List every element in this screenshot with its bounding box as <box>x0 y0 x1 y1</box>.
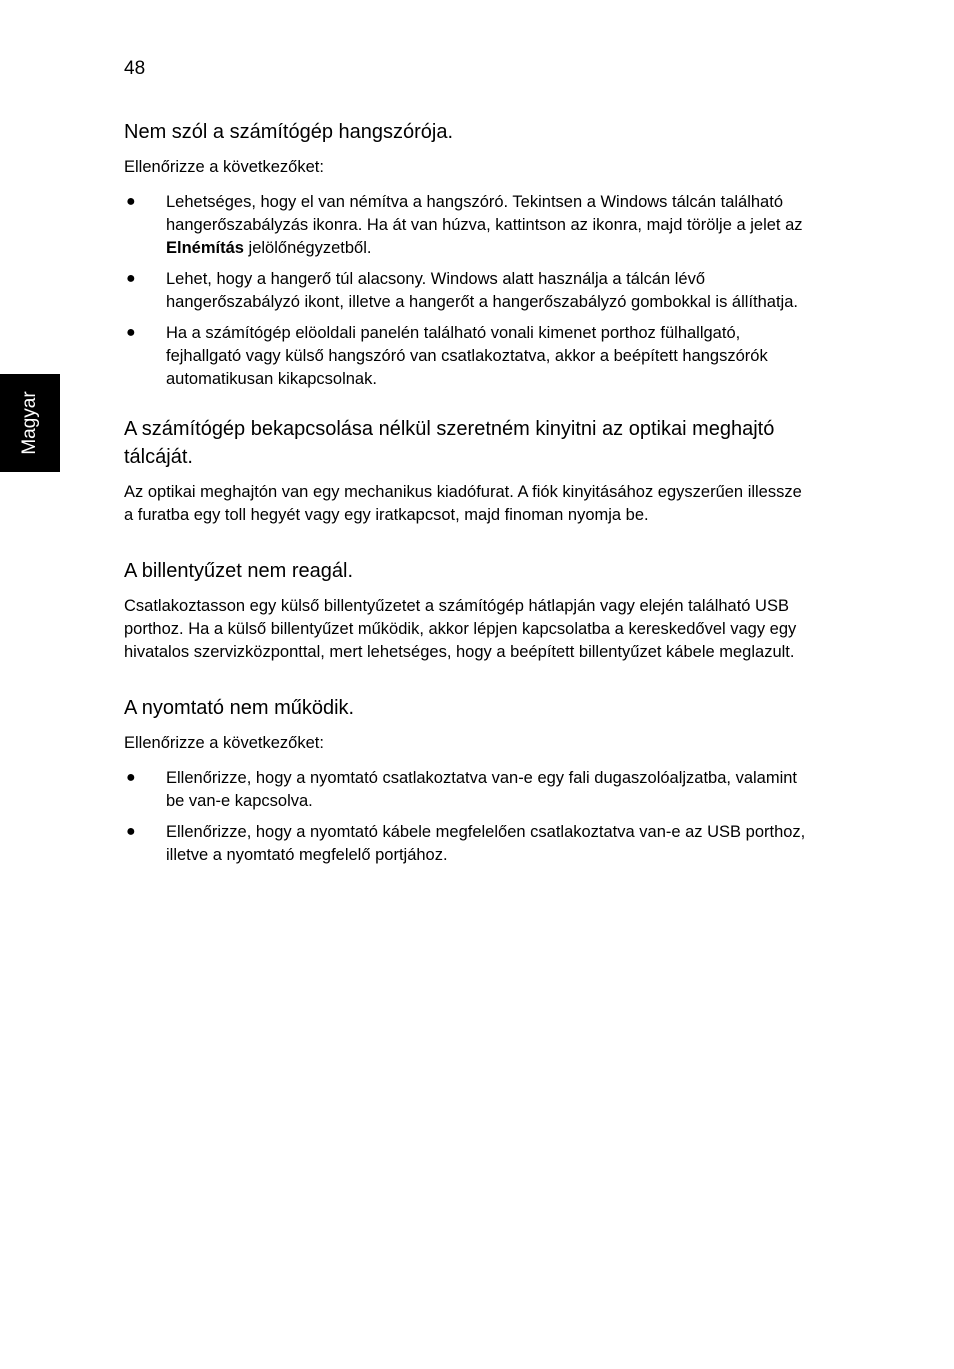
bold-term: Elnémítás <box>166 239 244 257</box>
list-item-text: Ha a számítógép elöoldali panelén található vonali kimenet porthoz fülhallgató, fejhallgató vagy külső hangszóró van csatlakoztatva, akkor a beépített hangszórók automatikusan kikapcsolnak. <box>166 324 768 388</box>
section-intro: Ellenőrizze a következőket: <box>124 734 324 752</box>
section-optical-drive <box>124 415 814 527</box>
page-number: 48 <box>124 58 146 79</box>
section-heading: A számítógép bekapcsolása nélkül szeretném kinyitni az optikai meghajtó tálcáját. <box>124 418 775 468</box>
list-item <box>124 767 814 813</box>
section-heading: A billentyűzet nem reagál. <box>124 560 354 582</box>
section-printer <box>124 694 814 867</box>
list-item <box>124 191 814 260</box>
bullet-icon: ● <box>126 324 136 341</box>
list-item-text: Ellenőrizze, hogy a nyomtató kábele megfelelően csatlakoztatva van-e az USB porthoz, illetve a nyomtató megfelelő portjához. <box>166 823 806 864</box>
language-tab-label: Magyar <box>19 391 40 455</box>
section-heading: A nyomtató nem működik. <box>124 697 355 719</box>
section-speaker <box>124 118 814 391</box>
bullet-list <box>124 191 814 391</box>
list-item-text: Lehetséges, hogy el van némítva a hangszóró. Tekintsen a Windows tálcán található hangerőszabályzás ikonra. Ha át van húzva, kattintson az ikonra, majd törölje a jelet az <box>166 193 803 234</box>
page-content <box>124 118 814 875</box>
section-heading: Nem szól a számítógép hangszórója. <box>124 121 454 143</box>
section-intro: Ellenőrizze a következőket: <box>124 158 324 176</box>
bullet-icon: ● <box>126 769 136 786</box>
list-item-text: Lehet, hogy a hangerő túl alacsony. Windows alatt használja a tálcán lévő hangerőszabályzó ikont, illetve a hangerőt a hangerőszabályzó gombokkal is állíthatja. <box>166 270 798 311</box>
list-item-text: Ellenőrizze, hogy a nyomtató csatlakoztatva van-e egy fali dugaszolóaljzatba, valamint be van-e kapcsolva. <box>166 769 798 810</box>
list-item-text-end: jelölőnégyzetből. <box>243 239 372 257</box>
bullet-list <box>124 767 814 867</box>
list-item <box>124 322 814 391</box>
bullet-icon: ● <box>126 270 136 287</box>
section-body: Csatlakoztasson egy külső billentyűzetet a számítógép hátlapján vagy elején található USB porthoz. Ha a külső billentyűzet működik, akkor lépjen kapcsolatba a kereskedővel vagy egy hivatalos szervizközponttal, mert lehetséges, hogy a beépített billentyűzet kábele meglazult. <box>124 597 797 661</box>
language-side-tab <box>0 374 60 472</box>
section-body: Az optikai meghajtón van egy mechanikus kiadófurat. A fiók kinyitásához egyszerűen illessze a furatba egy toll hegyét vagy egy iratkapcsot, majd finoman nyomja be. <box>124 483 802 524</box>
bullet-icon: ● <box>126 823 136 840</box>
section-keyboard <box>124 557 814 664</box>
bullet-icon: ● <box>126 193 136 210</box>
list-item <box>124 268 814 314</box>
list-item <box>124 821 814 867</box>
